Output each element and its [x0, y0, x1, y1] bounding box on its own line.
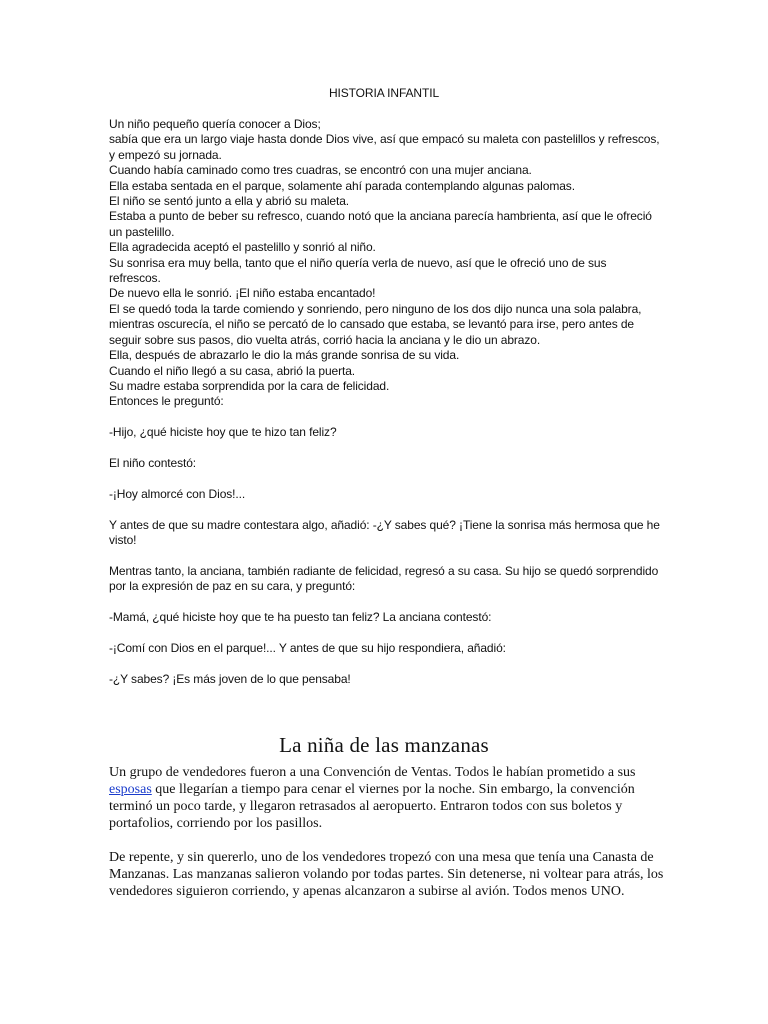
text-line: El se quedó toda la tarde comiendo y sonriendo, pero ninguno de los dos dijo nunca una sola palabra, [109, 301, 642, 316]
paragraph-text: que llegarían a tiempo para cenar el viernes por la noche. Sin embargo, la convención terminó un poco tarde, y llegaron retrasados al aeropuerto. Entraron todos con sus boletos y portafolios, corriendo por los pasillos. [109, 782, 635, 831]
paragraph-text: Un grupo de vendedores fueron a una Convención de Ventas. Todos le habían prometido a sus [109, 765, 636, 780]
text-line: Su sonrisa era muy bella, tanto que el niño quería verla de nuevo, así que le ofreció uno de sus [109, 255, 607, 270]
story-heading: La niña de las manzanas [279, 733, 489, 758]
story-opening-paragraph [109, 117, 669, 410]
text-line: sabía que era un largo viaje hasta donde Dios vive, así que empacó su maleta con pastelillos y refrescos, [109, 132, 660, 147]
text-line: mientras oscurecía, el niño se percató de lo cansado que estaba, se levantó para irse, pero antes de [109, 317, 634, 332]
story-historia-infantil [109, 117, 669, 702]
text-line: refrescos. [109, 271, 161, 286]
text-line: Ella agradecida aceptó el pastelillo y sonrió al niño. [109, 240, 376, 255]
text-line: Estaba a punto de beber su refresco, cuando notó que la anciana parecía hambrienta, así que le ofreció [109, 209, 652, 224]
text-line: Ella estaba sentada en el parque, solamente ahí parada contemplando algunas palomas. [109, 178, 575, 193]
text-line: un pastelillo. [109, 224, 175, 239]
text-line: Cuando el niño llegó a su casa, abrió la puerta. [109, 363, 356, 378]
story-la-nina-de-las-manzanas [109, 764, 669, 917]
document-title: HISTORIA INFANTIL [328, 86, 440, 100]
esposas-link[interactable]: esposas [109, 782, 152, 797]
text-line: Cuando había caminado como tres cuadras, se encontró con una mujer anciana. [109, 163, 532, 178]
dialogue-paragraph: -Hijo, ¿qué hiciste hoy que te hizo tan feliz? [109, 425, 337, 440]
text-line: Entonces le preguntó: [109, 394, 224, 409]
story-paragraph [109, 764, 669, 832]
dialogue-paragraph: -Mamá, ¿qué hiciste hoy que te ha puesto tan feliz? La anciana contestó: [109, 609, 492, 624]
dialogue-paragraph: -¡Comí con Dios en el parque!... Y antes de que su hijo respondiera, añadió: [109, 640, 506, 655]
story-paragraph: De repente, y sin quererlo, uno de los vendedores tropezó con una mesa que tenía una Canasta de Manzanas. Las manzanas salieron volando por todas partes. Sin detenerse, ni voltear para atrás, los vendedores siguieron corriendo, y apenas alcanzaron a subirse al avión. Todos menos UNO. [109, 850, 664, 899]
text-line: Ella, después de abrazarlo le dio la más grande sonrisa de su vida. [109, 348, 460, 363]
text-line: De nuevo ella le sonrió. ¡El niño estaba encantado! [109, 286, 376, 301]
dialogue-paragraph: Mentras tanto, la anciana, también radiante de felicidad, regresó a su casa. Su hijo se quedó sorprendido por la expresión de paz en su cara, y preguntó: [109, 563, 659, 594]
text-line: seguir sobre sus pasos, dio vuelta atrás, corrió hacia la anciana y le dio un abrazo. [109, 332, 541, 347]
text-line: y empezó su jornada. [109, 147, 222, 162]
dialogue-paragraph: El niño contestó: [109, 455, 197, 470]
dialogue-paragraph: -¡Hoy almorcé con Dios!... [109, 486, 246, 501]
dialogue-paragraph: -¿Y sabes? ¡Es más joven de lo que pensaba! [109, 671, 351, 686]
text-line: El niño se sentó junto a ella y abrió su maleta. [109, 194, 350, 209]
text-line: Un niño pequeño quería conocer a Dios; [109, 117, 321, 131]
dialogue-paragraph: Y antes de que su madre contestara algo, añadió: -¿Y sabes qué? ¡Tiene la sonrisa más hermosa que he visto! [109, 517, 660, 547]
text-line: Su madre estaba sorprendida por la cara de felicidad. [109, 378, 390, 393]
